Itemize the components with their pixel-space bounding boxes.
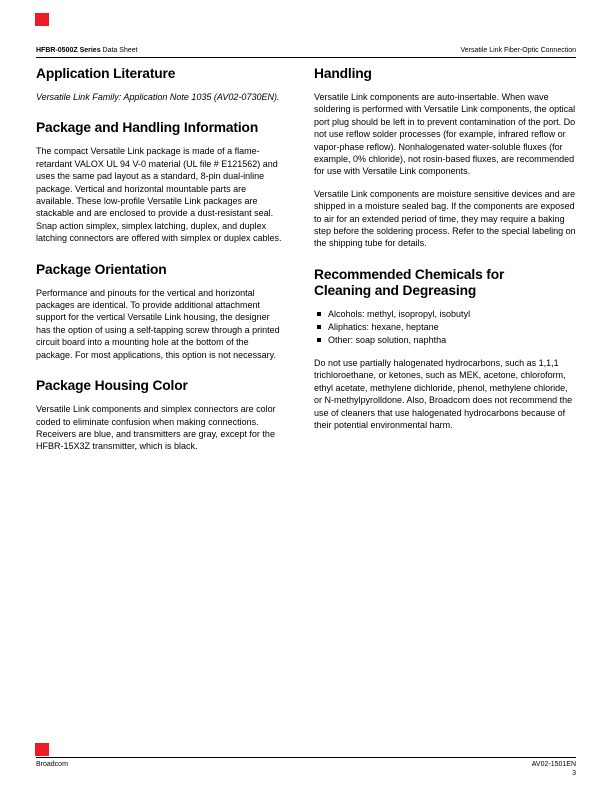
header-right-title: Versatile Link Fiber-Optic Connection	[460, 47, 576, 54]
page-header	[36, 46, 576, 55]
package-housing-color-paragraph: Versatile Link components and simplex connectors are color coded to eliminate confusion when making connections. Receivers are blue, and transmitters are gray, except for the HFBR-15X3Z transmitter, which is black.	[36, 404, 276, 452]
heading-recommended-chemicals: Recommended Chemicals for Cleaning and Degreasing	[314, 266, 505, 298]
header-divider	[36, 57, 576, 58]
footer-doc-number: AV02-1501EN	[531, 761, 576, 768]
page-content	[36, 62, 576, 463]
square-bullet-icon	[317, 325, 321, 329]
footer-doc-info	[532, 760, 576, 778]
footer-company: Broadcom	[36, 761, 68, 768]
footer-page-number: 3	[572, 770, 576, 777]
heading-handling: Handling	[314, 66, 372, 81]
handling-paragraph-2: Versatile Link components are moisture sensitive devices and are shipped in a moisture sealed bag. If the components are exposed to air for an extended period of time, they may require a baking step before the soldering process. Refer to the special labeling on the shipping tube for details.	[314, 188, 576, 249]
header-left	[36, 46, 138, 55]
handling-paragraph-1: Versatile Link components are auto-insertable. When wave soldering is performed with Versatile Link components, the optical port plug should be left in to prevent contamination of the port. Do not use reflow solder processes (for example, infrared reflow or vapor-phase reflow). Nonhalogenated water-soluble fluxes (for example, 0% chloride), not rosin-based fluxes, are recommended for use with Versatile Link components.	[314, 92, 576, 177]
left-column	[36, 62, 283, 463]
heading-package-and-handling-information: Package and Handling Information	[36, 120, 259, 136]
list-item-text: Alcohols: methyl, isopropyl, isobutyl	[328, 308, 471, 319]
square-bullet-icon	[317, 338, 321, 342]
chemicals-list	[314, 308, 576, 347]
application-note-reference: Versatile Link Family: Application Note 1035 (AV02-0730EN).	[36, 92, 280, 102]
heading-package-orientation: Package Orientation	[36, 261, 167, 277]
brand-logo-square-top	[35, 13, 49, 26]
header-doc-type: Data Sheet	[100, 47, 138, 54]
right-column	[314, 62, 576, 463]
heading-package-housing-color: Package Housing Color	[36, 378, 188, 394]
list-item-text: Aliphatics: hexane, heptane	[328, 321, 439, 332]
list-item-text: Other: soap solution, naphtha	[328, 334, 447, 345]
square-bullet-icon	[317, 312, 321, 316]
list-item	[314, 308, 576, 321]
list-item	[314, 334, 576, 347]
chemicals-warning-paragraph: Do not use partially halogenated hydrocarbons, such as 1,1,1 trichloroethane, or ketones, such as MEK, acetone, chloroform, ethyl acetate, methylene dichloride, phenol, methylene chloride, or N-methylpyrolldone. Also, Broadcom does not recommend the use of cleaners that use halogenated hydrocarbons because of their potential environmental harm.	[314, 357, 573, 430]
package-orientation-paragraph: Performance and pinouts for the vertical and horizontal packages are identical. To provide additional attachment support for the vertical Versatile Link housing, the designer has the option of using a self-tapping screw through a printed circuit board into a mounting hole at the bottom of the package. For most applications, this option is not necessary.	[36, 287, 280, 360]
heading-application-literature: Application Literature	[36, 66, 176, 81]
package-handling-paragraph: The compact Versatile Link package is made of a flame-retardant VALOX UL 94 V-0 material (UL file # E121562) and uses the same pad layout as a standard, 8-pin dual-inline package. Vertical and horizontal mountable parts are available. These low-profile Versatile Link packages are stackable and are enclosed to provide a dust-resistant seal. Snap action simplex, simplex latching, duplex, and duplex latching connectors are offered with simplex or duplex cables.	[36, 146, 282, 244]
brand-logo-square-bottom	[35, 743, 49, 756]
list-item	[314, 321, 576, 334]
header-product-name: HFBR-0500Z Series	[36, 47, 101, 54]
page-footer	[36, 760, 576, 778]
footer-divider	[36, 757, 576, 758]
